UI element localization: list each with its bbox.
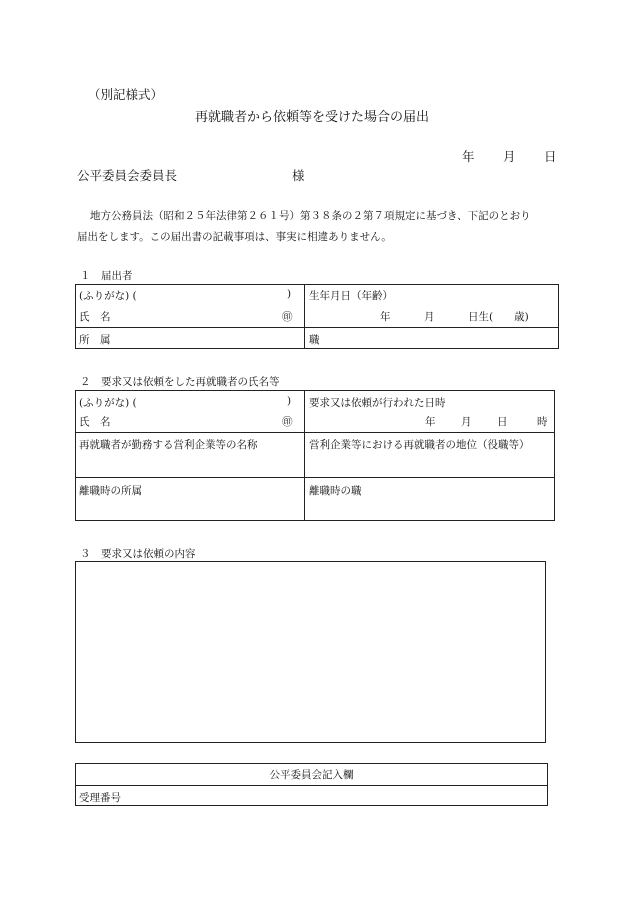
date-month-label: 月 <box>503 149 516 164</box>
s2-dt-day: 日 <box>497 416 508 428</box>
section2-heading: ２ 要求又は依頼をした再就職者の氏名等 <box>80 376 280 388</box>
section1-heading: １ 届出者 <box>80 270 133 282</box>
form-type-label: （別記様式） <box>88 87 164 102</box>
s1-seal-mark: ㊞ <box>282 311 293 323</box>
section2-divider-h1 <box>75 432 555 433</box>
s2-furigana-label: (ふりがな) ( <box>79 397 137 409</box>
s1-furigana-close: ) <box>287 288 292 300</box>
s1-furigana-label: (ふりがな) ( <box>79 290 137 302</box>
s1-dob-label: 生年月日（年齢） <box>309 290 393 302</box>
section2-divider-h2 <box>75 477 555 478</box>
s1-dob-year: 年 <box>380 311 391 323</box>
honorific: 様 <box>292 168 305 183</box>
date-day-label: 日 <box>544 149 557 164</box>
s1-affiliation-label: 所 属 <box>79 334 111 346</box>
intro-line-1: 地方公務員法（昭和２５年法律第２６１号）第３８条の２第７項規定に基づき、下記のとおり <box>90 210 531 222</box>
request-content-box[interactable] <box>75 561 546 743</box>
s2-company-position-label: 営利企業等における再就職者の地位（役職等） <box>309 439 530 451</box>
document-title: 再就職者から依頼等を受けた場合の届出 <box>195 110 430 125</box>
office-use-divider <box>75 785 548 786</box>
s2-dt-month: 月 <box>461 416 472 428</box>
s2-dt-hour: 時 <box>537 416 548 428</box>
section1-divider-v <box>304 284 305 349</box>
s1-name-label: 氏 名 <box>79 311 111 323</box>
s2-datetime-label: 要求又は依頼が行われた日時 <box>309 397 446 409</box>
s2-seal-mark: ㊞ <box>282 416 293 428</box>
addressee: 公平委員会委員長 <box>77 168 178 183</box>
date-year-label: 年 <box>462 149 475 164</box>
s1-dob-month: 月 <box>424 311 435 323</box>
s2-dt-year: 年 <box>425 416 436 428</box>
section1-divider-h <box>75 327 559 328</box>
section2-divider-v <box>304 390 305 521</box>
intro-line-2: 届出をします。この届出書の記載事項は、事実に相違ありません。 <box>77 231 392 243</box>
section3-heading: ３ 要求又は依頼の内容 <box>80 548 196 560</box>
s2-former-affiliation-label: 離職時の所属 <box>79 485 142 497</box>
office-use-heading: 公平委員会記入欄 <box>269 769 354 781</box>
s2-former-position-label: 離職時の職 <box>309 485 362 497</box>
s1-position-label: 職 <box>309 334 320 346</box>
s2-furigana-close: ) <box>287 395 292 407</box>
s2-company-label: 再就職者が勤務する営利企業等の名称 <box>79 439 258 451</box>
s2-name-label: 氏 名 <box>79 416 111 428</box>
s1-dob-day-age: 日生( 歳) <box>468 311 529 323</box>
receipt-number-label: 受理番号 <box>79 792 121 804</box>
